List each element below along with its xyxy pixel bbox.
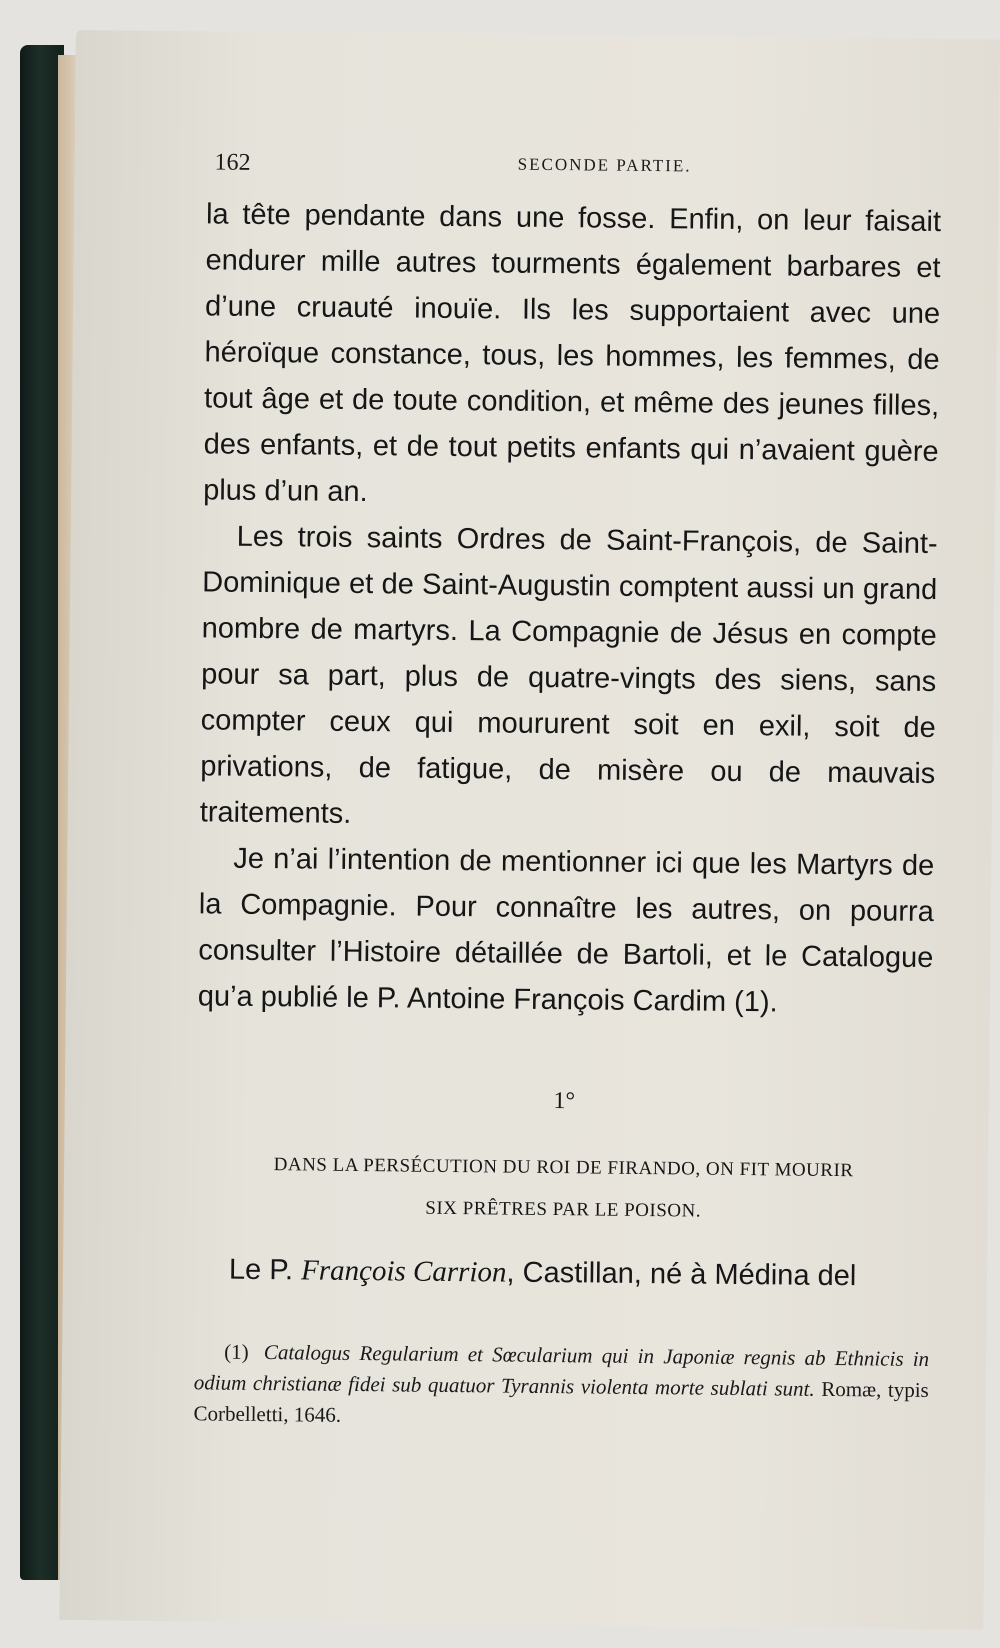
paragraph: Les trois saints Ordres de Saint-François, de Saint-Dominique et de Saint-Augustin comptent aussi un grand nombre de martyrs. La Compagnie de Jésus en compte pour sa part, plus de quatre-vingts des siens, sans compter ceux qui moururent soit en exil, soit de privations, de fatigue, de misère ou de mauvais traitements.: [199, 520, 938, 830]
paragraph: la tête pendante dans une fosse. Enfin, on leur faisait endurer mille autres tourments également barbares et d’une cruauté inouïe. Ils les supportaient avec une héroïque constance, tous, les hommes, les femmes, de tout âge et de toute condition, et même des jeunes filles, des enfants, et de tout petits enfants qui n’avaient guère plus d’un an.: [203, 198, 942, 509]
lead-prefix: Le P.: [228, 1253, 294, 1287]
footnote-title: Catalogus Regularium et Sœcularium qui in Japoniæ regnis ab Ethnicis in odium christianæ fidei sub quatuor Tyrannis violenta morte sublati sunt.: [193, 1340, 930, 1401]
section-numeral: 1°: [553, 1088, 576, 1115]
running-head: [214, 149, 994, 187]
lead-rest: , Castillan, né à Médina del: [506, 1256, 857, 1293]
paragraph: Je n’ai l’intention de mentionner ici que les Martyrs de la Compagnie. Pour connaître les autres, on pourra consulter l’Histoire détaillée de Bartoli, et le Catalogue qu’a publié le P. Antoine François Cardim (1).: [197, 842, 935, 1019]
page-number: 162: [214, 149, 251, 176]
footnote: [193, 1336, 929, 1437]
person-name: François Carrion: [300, 1254, 507, 1289]
footnote-marker: (1): [224, 1339, 249, 1364]
section-title: SECONDE PARTIE.: [517, 154, 692, 176]
lead-line: [195, 1253, 930, 1294]
body-text: [198, 191, 942, 1027]
book-page: [59, 30, 1000, 1630]
footnote-imprint: Romæ, typis Corbelletti, 1646.: [193, 1376, 929, 1427]
chapter-heading: [195, 1143, 931, 1235]
chapter-heading-line: DANS LA PERSÉCUTION DU ROI DE FIRANDO, ON FIT MOURIR: [273, 1154, 854, 1182]
chapter-heading-line: SIX PRÊTRES PAR LE POISON.: [425, 1197, 702, 1222]
